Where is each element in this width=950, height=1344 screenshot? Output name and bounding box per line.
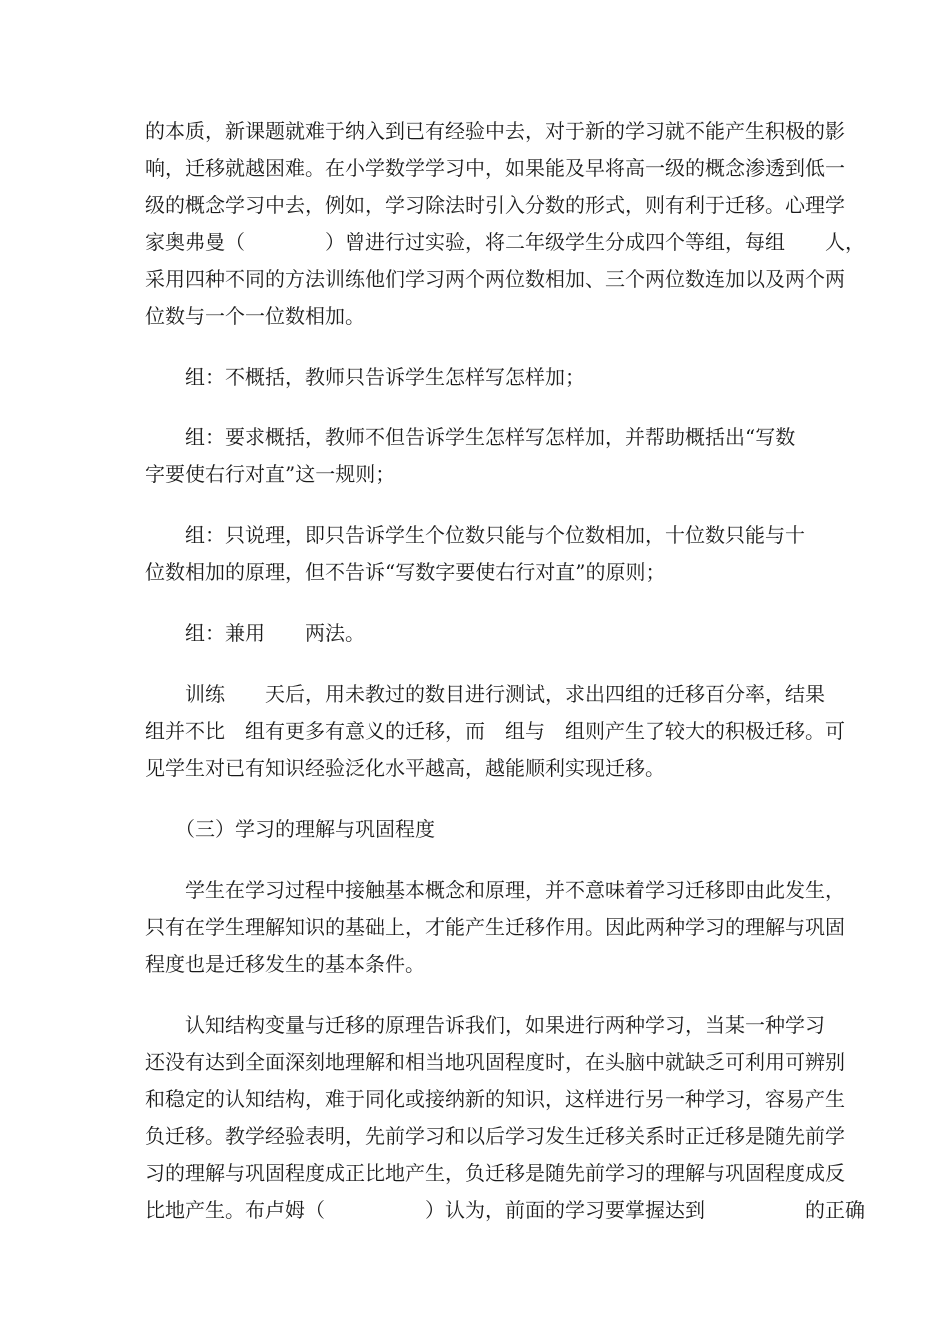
section-heading: （三）学习的理解与巩固程度 xyxy=(145,817,435,841)
text-line: 只有在学生理解知识的基础上，才能产生迁移作用。因此两种学习的理解与巩固 xyxy=(145,915,845,939)
text-line: 字要使右行对直”这一规则； xyxy=(145,462,396,486)
text-line: 级的概念学习中去，例如，学习除法时引入分数的形式，则有利于迁移。心理学 xyxy=(145,193,845,217)
text-line: 比地产生。布卢姆（ ）认为，前面的学习要掌握达到 的正确 xyxy=(145,1198,865,1222)
text-line: 还没有达到全面深刻地理解和相当地巩固程度时，在头脑中就缺乏可利用可辨别 xyxy=(145,1050,845,1074)
text-line: 组：只说理，即只告诉学生个位数只能与个位数相加，十位数只能与十 xyxy=(145,523,805,547)
text-line: 和稳定的认知结构，难于同化或接纳新的知识，这样进行另一种学习，容易产生 xyxy=(145,1087,845,1111)
text-line: 组：不概括，教师只告诉学生怎样写怎样加； xyxy=(145,365,585,389)
text-line: 组并不比 组有更多有意义的迁移，而 组与 组则产生了较大的积极迁移。可 xyxy=(145,719,845,743)
text-line: 响，迁移就越困难。在小学数学学习中，如果能及早将高一级的概念渗透到低一 xyxy=(145,156,845,180)
text-line: 的本质，新课题就难于纳入到已有经验中去，对于新的学习就不能产生积极的影 xyxy=(145,119,845,143)
text-line: 见学生对已有知识经验泛化水平越高，越能顺利实现迁移。 xyxy=(145,756,665,780)
text-line: 位数相加的原理，但不告诉“写数字要使右行对直”的原则； xyxy=(145,560,666,584)
text-line: 家奥弗曼（ ）曾进行过实验，将二年级学生分成四个等组，每组 人， xyxy=(145,230,865,254)
text-line: 学生在学习过程中接触基本概念和原理，并不意味着学习迁移即由此发生， xyxy=(145,878,845,902)
text-line: 组：兼用 两法。 xyxy=(145,621,365,645)
text-line: 采用四种不同的方法训练他们学习两个两位数相加、三个两位数连加以及两个两 xyxy=(145,267,845,291)
text-line: 训练 天后，用未教过的数目进行测试，求出四组的迁移百分率，结果 xyxy=(145,682,825,706)
text-line: 程度也是迁移发生的基本条件。 xyxy=(145,952,425,976)
text-line: 组：要求概括，教师不但告诉学生怎样写怎样加，并帮助概括出“写数 xyxy=(145,425,796,449)
text-line: 负迁移。教学经验表明，先前学习和以后学习发生迁移关系时正迁移是随先前学 xyxy=(145,1124,845,1148)
text-line: 习的理解与巩固程度成正比地产生，负迁移是随先前学习的理解与巩固程度成反 xyxy=(145,1161,845,1185)
text-line: 认知结构变量与迁移的原理告诉我们，如果进行两种学习，当某一种学习 xyxy=(145,1013,825,1037)
text-line: 位数与一个一位数相加。 xyxy=(145,304,365,328)
